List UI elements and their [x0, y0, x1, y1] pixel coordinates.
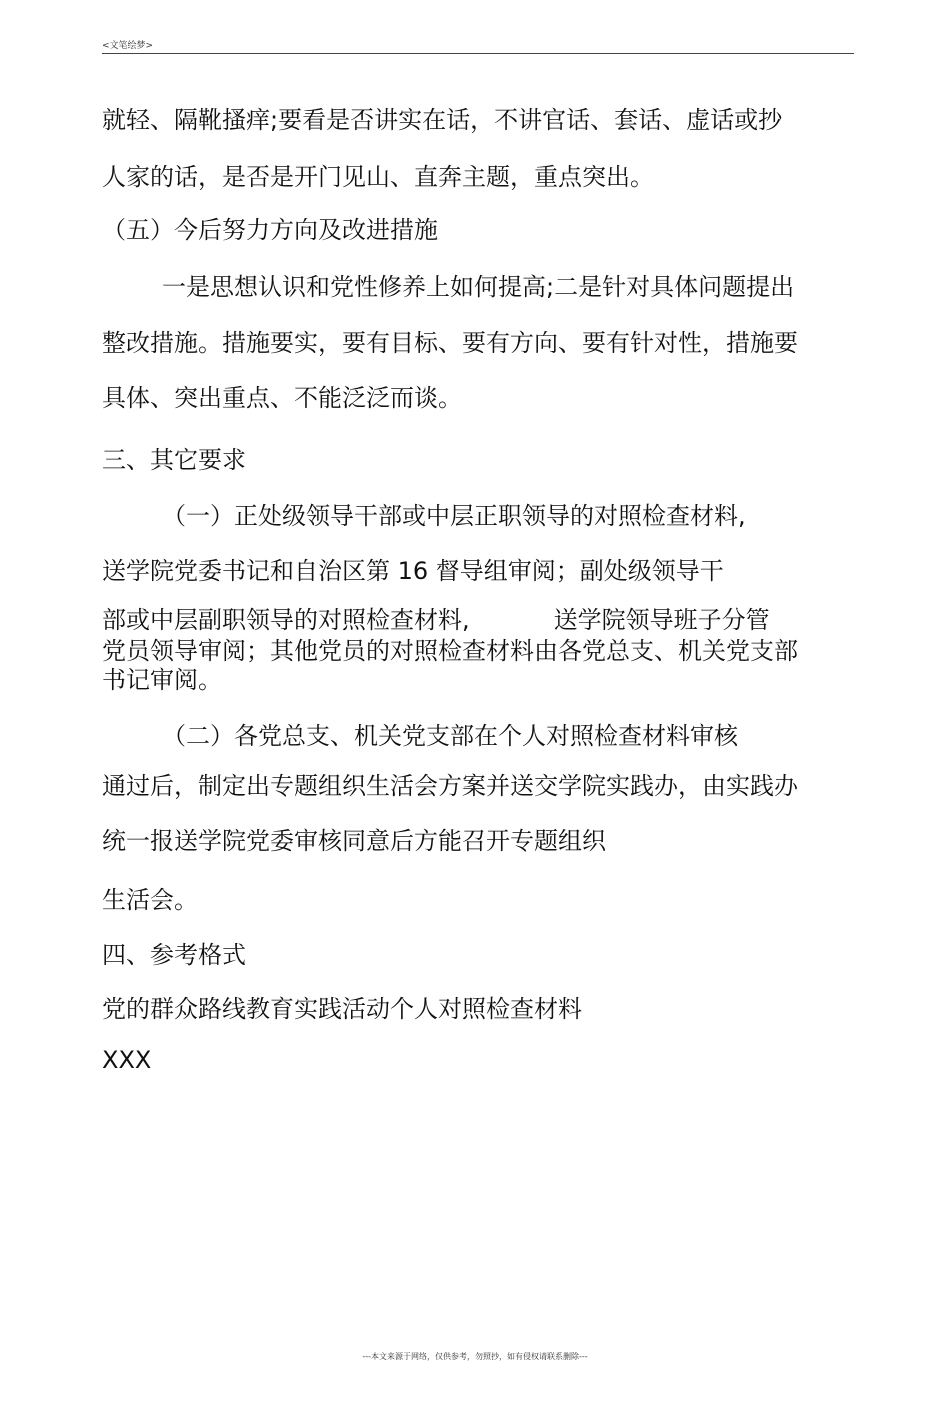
page-header: <文笔绘梦>: [102, 41, 154, 51]
body-line-10-part-b: 送学院领导班子分管: [553, 606, 770, 634]
body-line-13: （二）各党总支、机关党支部在个人对照检查材料审核: [162, 722, 738, 750]
section-heading-5: （五）今后努力方向及改进措施: [102, 216, 438, 244]
body-line-10-part-a: 部或中层副职领导的对照检查材料,: [102, 606, 470, 634]
page-footer: ---本文来源于网络，仅供参考，勿照抄，如有侵权请联系删除---: [362, 1352, 588, 1361]
author-placeholder: XXX: [102, 1046, 152, 1074]
body-line-5: 整改措施。措施要实，要有目标、要有方向、要有针对性，措施要: [102, 329, 798, 357]
section-heading-3: 三、其它要求: [102, 446, 246, 474]
body-line-1: 就轻、隔靴搔痒;要看是否讲实在话，不讲官话、套话、虚话或抄: [102, 106, 783, 134]
body-line-12: 书记审阅。: [102, 666, 222, 694]
section-heading-4: 四、参考格式: [102, 941, 246, 969]
body-line-2: 人家的话，是否是开门见山、直奔主题，重点突出。: [102, 163, 654, 191]
document-title: 党的群众路线教育实践活动个人对照检查材料: [102, 995, 582, 1023]
body-line-14: 通过后，制定出专题组织生活会方案并送交学院实践办，由实践办: [102, 772, 798, 800]
body-line-8: （一）正处级领导干部或中层正职领导的对照检查材料,: [162, 502, 746, 530]
body-line-15: 统一报送学院党委审核同意后方能召开专题组织: [102, 827, 606, 855]
body-line-11: 党员领导审阅；其他党员的对照检查材料由各党总支、机关党支部: [102, 637, 798, 665]
body-line-6: 具体、突出重点、不能泛泛而谈。: [102, 384, 462, 412]
body-line-16: 生活会。: [102, 886, 198, 914]
body-line-9: 送学院党委书记和自治区第 16 督导组审阅；副处级领导干: [102, 557, 724, 585]
header-divider: [102, 53, 854, 54]
body-line-4: 一是思想认识和党性修养上如何提高;二是针对具体问题提出: [162, 273, 795, 301]
body-line-10: [102, 606, 770, 634]
